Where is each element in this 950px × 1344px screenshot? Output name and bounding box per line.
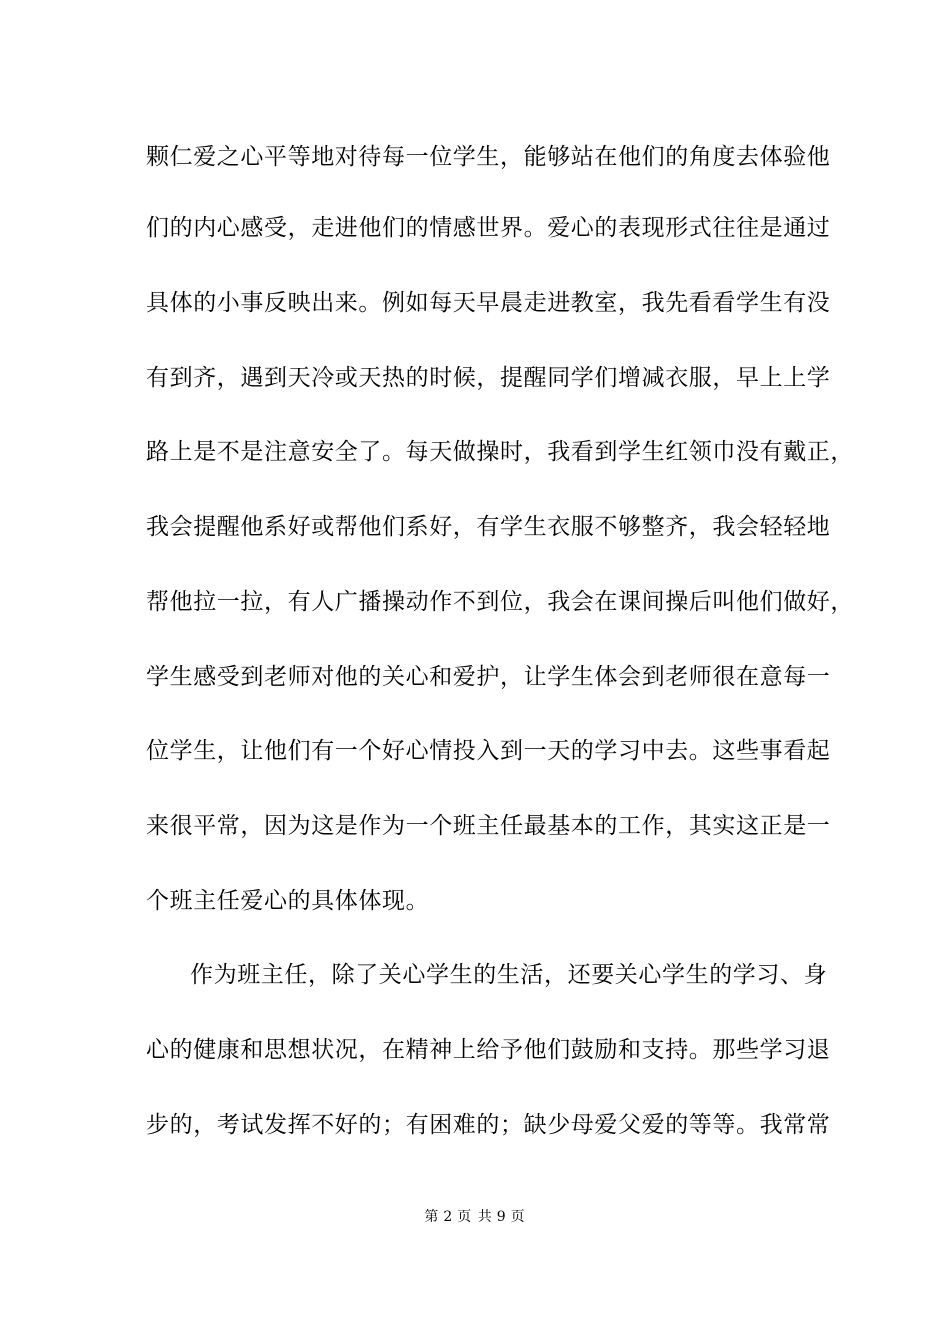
total-page-number: 9 (496, 1209, 507, 1225)
text-line: 具体的小事反映出来。例如每天早晨走进教室，我先看看学生有没 (146, 290, 831, 316)
text-line: 有到齐，遇到天冷或天热的时候，提醒同学们增减衣服，早上上学 (146, 365, 831, 391)
footer-mid: 页 共 (457, 1209, 493, 1225)
current-page-number: 2 (443, 1209, 454, 1225)
text-line: 位学生，让他们有一个好心情投入到一天的学习中去。这些事看起 (146, 738, 831, 764)
footer-suffix: 页 (510, 1209, 526, 1225)
page-number-footer (0, 1208, 950, 1226)
paragraph-start-line: 作为班主任，除了关心学生的生活，还要关心学生的学习、身 (190, 962, 828, 988)
text-line: 们的内心感受，走进他们的情感世界。爱心的表现形式往往是通过 (146, 215, 831, 241)
text-line: 颗仁爱之心平等地对待每一位学生，能够站在他们的角度去体验他 (146, 144, 831, 170)
text-line: 学生感受到老师对他的关心和爱护，让学生体会到老师很在意每一 (146, 664, 831, 690)
text-line: 路上是不是注意安全了。每天做操时，我看到学生红领巾没有戴正， (146, 439, 854, 465)
text-line: 我会提醒他系好或帮他们系好，有学生衣服不够整齐，我会轻轻地 (146, 514, 831, 540)
text-line: 步的，考试发挥不好的；有困难的；缺少母爱父爱的等等。我常常 (146, 1112, 831, 1138)
text-line: 帮他拉一拉，有人广播操动作不到位，我会在课间操后叫他们做好， (146, 589, 854, 615)
text-line: 来很平常，因为这是作为一个班主任最基本的工作，其实这正是一 (146, 813, 831, 839)
text-line: 心的健康和思想状况，在精神上给予他们鼓励和支持。那些学习退 (146, 1037, 831, 1063)
footer-prefix: 第 (424, 1209, 440, 1225)
text-line: 个班主任爱心的具体体现。 (146, 888, 430, 914)
